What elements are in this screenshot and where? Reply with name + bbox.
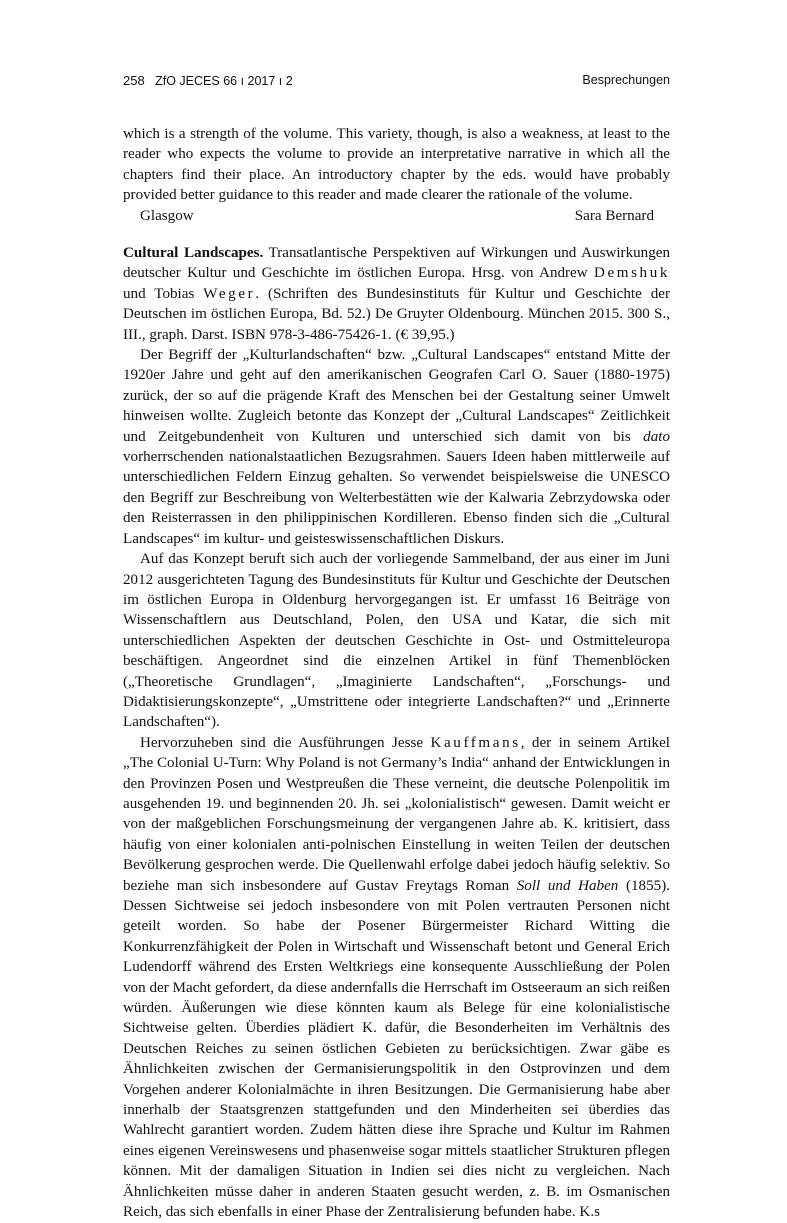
paragraph-text: Der Begriff der „Kulturlandschaften“ bzw. „Cultural Landscapes“ entstand Mitte der 1920er Jahre und geht auf den amerikanischen Geografen Carl O. Sauer (1880-1975) zurück, der so auf die prägende Kraft des Menschen bei der Gestaltung seiner Umwelt hinweisen wollte. Zugleich betonte das Konzept der „Cultural Landscapes“ Zeitlichkeit und Zeitgebundenheit von Kulturen und unterschied sich damit von bis bbox=[123, 347, 670, 445]
italic-term: dato bbox=[643, 428, 670, 445]
paragraph-text: , der in seinem Artikel „The Colonial U-Turn: Why Poland is not Germany’s India“ anhand der Entwicklungen in den Provinzen Posen und Westpreußen die These verneint, die deutsche Polenpolitik im ausgehenden 19. und beginnenden 20. Jh. sei „kolonialistisch“ gewesen. Damit weicht er von der maßgeblichen Forschungsmeinung der vergangenen Jahre ab. K. kritisiert, dass häufig von einer kolonialen anti-polnischen Einstellung in weiten Teilen der deutschen Bevölkerung gesprochen werde. Die Quellenwahl erfolge dabei jedoch häufig selektiv. So beziehe man sich insbesondere auf Gustav Freytags Roman bbox=[123, 734, 670, 894]
previous-review-ending bbox=[123, 124, 670, 226]
signature-line bbox=[123, 206, 670, 226]
biblio-text: . (Schriften des Bundesinstituts für Kultur und Geschichte der Deutschen im östlichen Europa, Bd. 52.) De Gruyter Oldenbourg. München 2015. 300 S., III., graph. Darst. ISBN 978-3-486-75426-1. (€ 39,95.) bbox=[123, 285, 670, 343]
review-place: Glasgow bbox=[140, 207, 194, 224]
header-left bbox=[123, 73, 293, 88]
body-paragraph bbox=[123, 345, 670, 549]
editor-name: Weger bbox=[203, 285, 256, 302]
body-paragraph bbox=[123, 733, 670, 1223]
editor-name: Demshuk bbox=[593, 265, 670, 282]
bibliographic-entry bbox=[123, 243, 670, 345]
book-title: Cultural Landscapes. bbox=[123, 245, 264, 261]
review-article bbox=[123, 243, 670, 1223]
page-number: 258 bbox=[123, 73, 145, 88]
biblio-text: und Tobias bbox=[123, 285, 204, 302]
previous-review-paragraph: which is a strength of the volume. This variety, though, is also a weakness, at least to the reader who expects the volume to provide an interpretative narrative in which all the chapters find their place. An introductory chapter by the eds. would have probably provided better guidance to this reader and made clearer the rationale of the volume. bbox=[123, 126, 670, 204]
author-name: Kauffmans bbox=[430, 734, 521, 751]
section-title: Besprechungen bbox=[582, 73, 670, 87]
paragraph-text: vorherrschenden nationalstaatlichen Bezugsrahmen. Sauers Ideen haben mittlerweile auf unterschiedlichen Feldern Einzug gehalten. So verwendet beispielsweise die UNESCO den Begriff zur Beschreibung von Welterbestätten wie der Kalwaria Zebrzydowska oder den Reisterrassen in den philippinischen Kordilleren. Ebenso finden sich die „Cultural Landscapes“ im kultur- und geisteswissenschaftlichen Diskurs. bbox=[123, 449, 670, 547]
reviewer-name: Sara Bernard bbox=[574, 207, 654, 224]
paragraph-text: Hervorzuheben sind die Ausführungen Jesse bbox=[140, 734, 431, 751]
paragraph-text: (1855). Dessen Sichtweise sei jedoch insbesondere von mit Polen vertrauten Personen nicht geteilt worden. So habe der Posener Bürgermeister Richard Witting die Konkurrenzfähigkeit der Polen in Wirtschaft und Wissenschaft betont und General Erich Ludendorff während des Ersten Weltkriegs eine konsequente Ausschließung der Polen von der Macht gefordert, da diese andernfalls die Herrschaft im Ostseeraum an sich reißen würden. Äußerungen wie diese könnten kaum als Belege für eine kolonialistische Sichtweise gelten. Überdies plädiert K. dafür, die Besonderheiten im Verhältnis des Deutschen Reiches zu seinen östlichen Gebieten zu berücksichtigen. Zwar gäbe es Ähnlichkeiten zwischen der Germanisierungspolitik in den Ostprovinzen und dem Vorgehen anderer Kolonialmächte in ihren Besitzungen. Die Germanisierung habe aber innerhalb der Staatsgrenzen stattgefunden und den Minderheiten sei überdies das Wahlrecht garantiert worden. Zudem hätten diese ihre Sprache und Kultur im Rahmen eines eigenen Vereinswesens und phasenweise sogar mittels staatlicher Strukturen pflegen können. Mit der damaligen Situation in Indien sei dies nicht zu vergleichen. Nach Ähnlichkeiten müsse daher in anderen Staaten gesucht werden, z. B. im Osmanischen Reich, das sich ebenfalls in einer Phase der Zentralisierung befunden habe. K.s bbox=[123, 877, 670, 1221]
biblio-text: Transatlantische Perspektiven auf Wirkungen und Auswirkungen deutscher Kultur und Geschichte im östlichen Europa. Hrsg. von Andrew bbox=[123, 245, 670, 282]
italic-title: Soll und Haben bbox=[516, 877, 619, 894]
journal-title: ZfO JECES 66 ı 2017 ı 2 bbox=[155, 74, 293, 88]
body-paragraph: Auf das Konzept beruft sich auch der vorliegende Sammelband, der aus einer im Juni 2012 ausgerichteten Tagung des Bundesinstituts für Kultur und Geschichte der Deutschen im östlichen Europa in Oldenburg hervorgegangen ist. Er umfasst 16 Beiträge von Wissenschaftlern aus Deutschland, Polen, den USA und Katar, die sich mit unterschiedlichen Aspekten der deutschen Geschichte in Ost- und Ostmitteleuropa beschäftigen. Angeordnet sind die einzelnen Artikel in fünf Themenblöcken („Theoretische Grundlagen“, „Imaginierte Landschaften“, „Forschungs- und Didaktisierungskonzepte“, „Umstrittene oder integrierte Landschaften?“ und „Erinnerte Landschaften“). bbox=[123, 551, 670, 731]
